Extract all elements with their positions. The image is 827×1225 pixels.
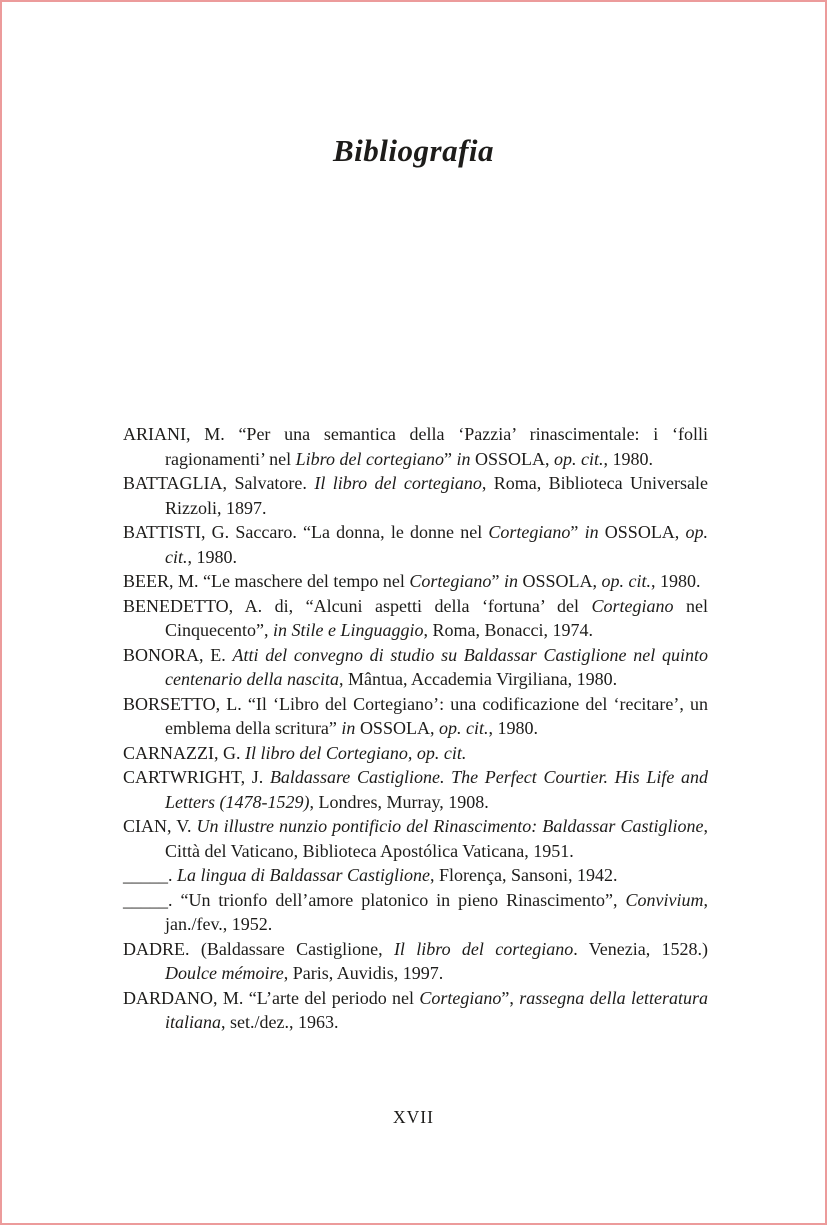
entry-segment-italic: Cortegiano [591, 595, 674, 616]
bibliography-entry [123, 888, 708, 937]
entry-segment-italic: op. cit. [601, 571, 651, 591]
entry-segment-italic: Convivium [625, 889, 704, 910]
bibliography-entry [123, 765, 708, 814]
entry-segment-italic: Doulce mémoire [165, 963, 284, 983]
entry-segment-italic: Libro del cortegiano [295, 448, 444, 469]
entry-segment: , Roma, Bonacci, 1974. [423, 620, 593, 640]
entry-segment: , Londres, Murray, 1908. [309, 791, 489, 812]
bibliography-entry [123, 863, 708, 888]
bibliography-entry [123, 569, 708, 594]
entry-segment: BEER, M. “Le maschere del tempo nel [123, 571, 410, 591]
entry-segment-italic: rassegna della letteratura italiana [165, 987, 708, 1032]
bibliography-entry [123, 471, 708, 520]
entry-segment: , 1980. [650, 571, 701, 591]
entry-segment: ”, [501, 987, 520, 1008]
page-title: Bibliografia [332, 133, 494, 168]
bibliography-entry [123, 741, 708, 766]
entry-segment: BONORA, E. [123, 644, 233, 665]
entry-segment-italic: in [341, 718, 356, 738]
entry-segment: , Roma, Biblioteca Universale Rizzoli, 1897. [165, 473, 708, 518]
entry-segment-italic: Il libro del cortegiano [314, 473, 482, 493]
entry-segment: , 1980. [488, 718, 538, 738]
entry-segment-italic: Un illustre nunzio pontificio del Rinascimento: Baldassar Castiglione [196, 816, 704, 836]
entry-segment: , Città del Vaticano, Biblioteca Apostólica Vaticana, 1951. [165, 816, 708, 861]
bibliography-list [123, 422, 708, 1035]
entry-segment: _____. [123, 865, 177, 885]
entry-segment: CARTWRIGHT, J. [123, 767, 270, 787]
entry-segment-italic: Cortegiano [419, 987, 502, 1008]
entry-segment-italic: La lingua di Baldassar Castiglione [177, 865, 431, 885]
bibliography-entry [123, 814, 708, 863]
entry-segment: , Florença, Sansoni, 1942. [430, 865, 618, 885]
entry-segment: . Venezia, 1528.) [573, 938, 709, 959]
entry-segment: ” [491, 571, 504, 591]
entry-segment-italic: in [456, 448, 471, 469]
entry-segment: ARIANI, M. “Per una semantica della ‘Pazzia’ rinascimentale: i ‘folli ragionamenti’ nel [123, 424, 708, 469]
bibliography-entry [123, 986, 708, 1035]
bibliography-entry [123, 643, 708, 692]
entry-segment-italic: op. cit. [553, 448, 604, 469]
entry-segment-italic: Cortegiano [409, 571, 492, 591]
entry-segment-italic: Il libro del cortegiano [393, 938, 574, 959]
entry-segment: OSSOLA, [517, 571, 602, 591]
entry-segment: DARDANO, M. “L’arte del periodo nel [123, 987, 420, 1008]
entry-segment: , 1980. [187, 546, 237, 567]
entry-segment-italic: in Stile e Linguaggio [272, 620, 424, 640]
entry-segment-italic: Cortegiano [488, 522, 571, 542]
entry-segment: OSSOLA, [355, 718, 439, 738]
entry-segment: CARNAZZI, G. [123, 742, 245, 763]
page-number: XVII [393, 1107, 434, 1127]
bibliography-entry [123, 692, 708, 741]
bibliography-entry [123, 937, 708, 986]
entry-segment: _____. “Un trionfo dell’amore platonico in pieno Rinascimento”, [123, 889, 626, 910]
entry-segment: OSSOLA, [598, 522, 686, 542]
entry-segment: , Paris, Auvidis, 1997. [283, 963, 444, 983]
entry-segment: , Mântua, Accademia Virgiliana, 1980. [338, 669, 618, 689]
entry-segment: ” [570, 522, 585, 542]
entry-segment-italic: op. cit. [438, 718, 489, 738]
entry-segment-italic: Atti del convegno di studio su Baldassar Castiglione nel quinto centenario della nascita [165, 644, 708, 689]
entry-segment: OSSOLA, [470, 448, 554, 469]
bibliography-entry [123, 422, 708, 471]
entry-segment: , 1980. [603, 448, 653, 469]
entry-segment-italic: Baldassare Castiglione. The Perfect Courtier. His Life and Letters (1478-1529) [165, 767, 709, 812]
entry-segment: BATTAGLIA, Salvatore. [123, 473, 315, 493]
entry-segment: BORSETTO, L. “Il ‘Libro del Cortegiano’: una codificazione del ‘recitare’, un emblema della scritura” [123, 693, 708, 738]
entry-segment: nel Cinquecento”, [165, 595, 708, 640]
entry-segment: , jan./fev., 1952. [165, 889, 708, 934]
bibliography-entry [123, 520, 708, 569]
entry-segment-italic: in [503, 571, 518, 591]
entry-segment: CIAN, V. [123, 816, 197, 836]
entry-segment-italic: in [584, 522, 599, 542]
entry-segment-italic: op. cit. [165, 522, 708, 567]
entry-segment: DADRE. (Baldassare Castiglione, [123, 938, 394, 959]
entry-segment: BATTISTI, G. Saccaro. “La donna, le donne nel [123, 522, 489, 542]
bibliography-entry [123, 594, 708, 643]
entry-segment: BENEDETTO, A. di, “Alcuni aspetti della ‘fortuna’ del [123, 595, 592, 616]
entry-segment: ” [443, 448, 457, 469]
entry-segment-italic: Il libro del Cortegiano, op. cit. [245, 742, 467, 763]
entry-segment: , set./dez., 1963. [221, 1012, 339, 1032]
